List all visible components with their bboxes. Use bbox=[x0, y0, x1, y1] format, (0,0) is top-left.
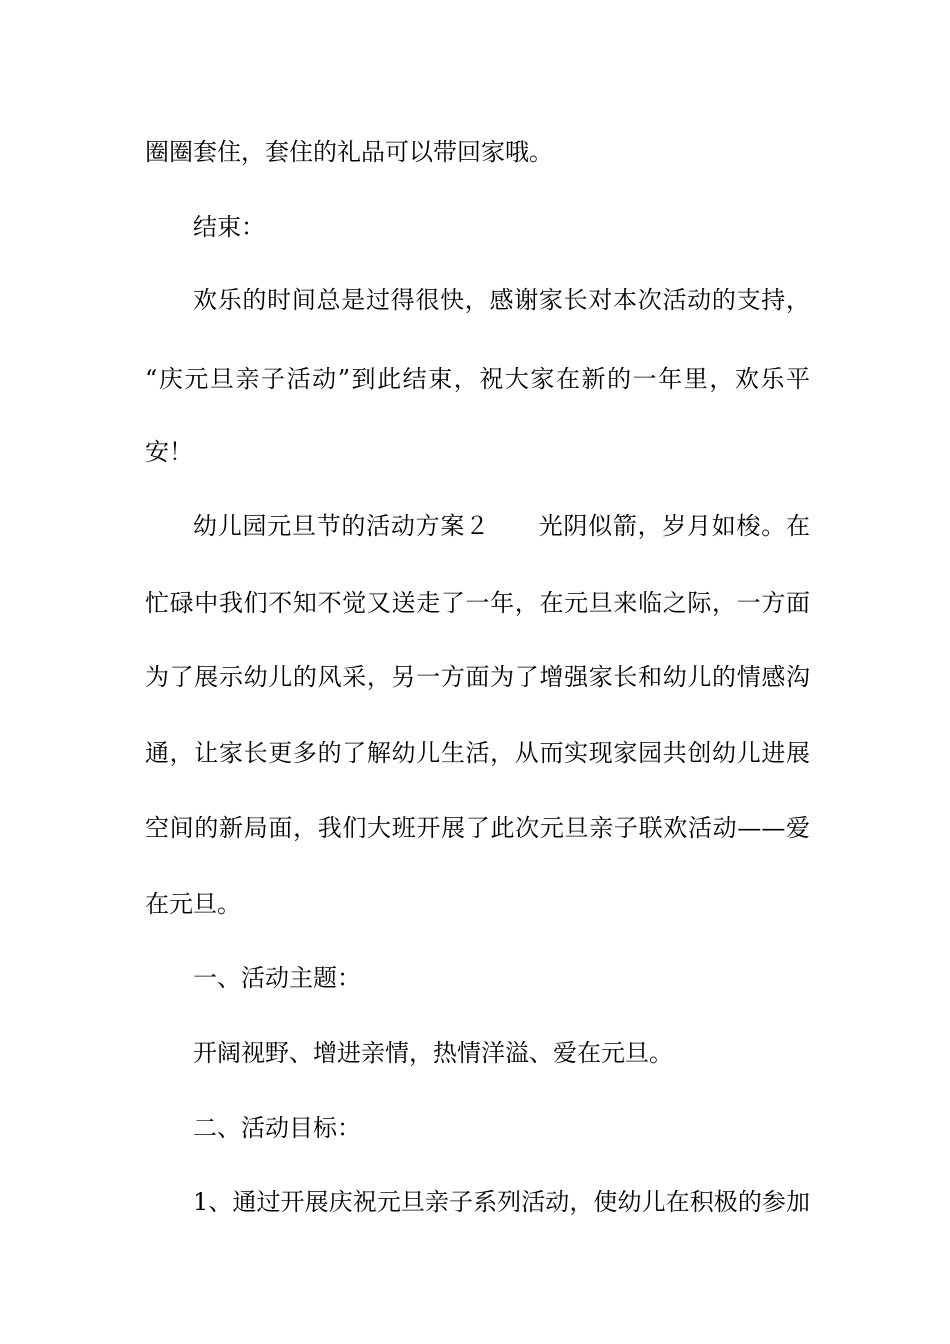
paragraph-line: “庆元旦亲子活动”到此结束，祝大家在新的一年里，欢乐平 bbox=[145, 365, 810, 393]
paragraph-line: 空间的新局面，我们大班开展了此次元旦亲子联欢活动——爱 bbox=[145, 814, 810, 842]
paragraph-line: 开阔视野、增进亲情，热情洋溢、爱在元旦。 bbox=[193, 1039, 673, 1067]
section-heading-end: 结束： bbox=[193, 213, 265, 241]
paragraph-line: 1、通过开展庆祝元旦亲子系列活动，使幼儿在积极的参加 bbox=[193, 1188, 810, 1216]
paragraph-line: 忙碌中我们不知不觉又送走了一年，在元旦来临之际，一方面 bbox=[145, 589, 810, 617]
section-heading-theme: 一、活动主题： bbox=[193, 964, 361, 992]
paragraph-line: 为了展示幼儿的风采，另一方面为了增强家长和幼儿的情感沟 bbox=[145, 663, 810, 691]
paragraph-line: 欢乐的时间总是过得很快，感谢家长对本次活动的支持， bbox=[193, 286, 810, 314]
paragraph-line: 圈圈套住，套住的礼品可以带回家哦。 bbox=[145, 138, 553, 166]
plan-title: 幼儿园元旦节的活动方案２ bbox=[193, 512, 490, 540]
section-heading-goals: 二、活动目标： bbox=[193, 1114, 361, 1142]
paragraph-line bbox=[193, 511, 810, 541]
paragraph-line: 在元旦。 bbox=[145, 890, 241, 918]
paragraph-start: 光阴似箭，岁月如梭。在 bbox=[537, 512, 811, 540]
paragraph-line: 通，让家长更多的了解幼儿生活，从而实现家园共创幼儿进展 bbox=[145, 739, 810, 767]
paragraph-line: 安！ bbox=[145, 438, 193, 466]
